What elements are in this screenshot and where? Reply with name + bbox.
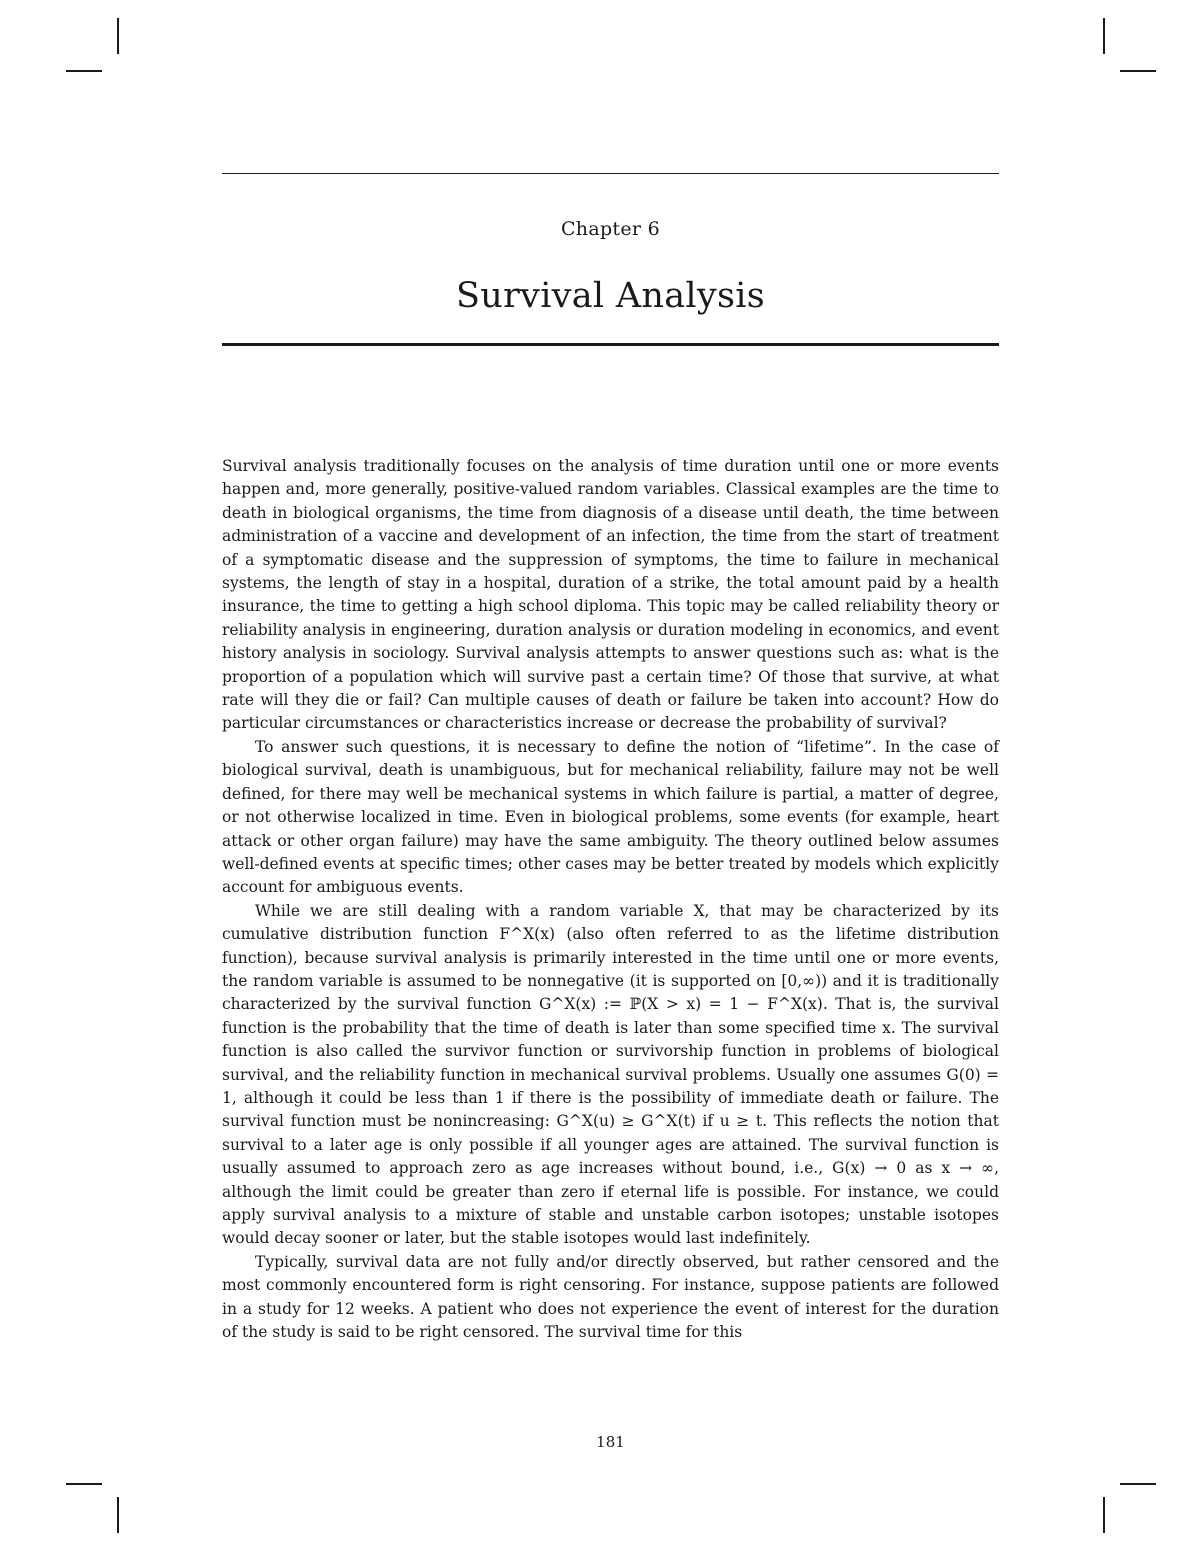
paragraph-intro: Survival analysis traditionally focuses on the analysis of time duration until one or more events happen and, more generally, positive-valued random variables. Classical examples are the time to death in biological organisms, the time from diagnosis of a disease until death, the time between administration of a vaccine and development of an infection, the time from the start of treatment of a symptomatic disease and the suppression of symptoms, the time to failure in mechanical systems, the length of stay in a hospital, duration of a strike, the total amount paid by a health insurance, the time to getting a high school diploma. This topic may be called reliability theory or reliability analysis in engineering, duration analysis or duration modeling in economics, and event history analysis in sociology. Survival analysis attempts to answer questions such as: what is the proportion of a population which will survive past a certain time? Of those that survive, at what rate will they die or fail? Can multiple causes of death or failure be taken into account? How do particular circumstances or characteristics increase or decrease the probability of survival? [222,457,999,733]
crop-mark-top-right-vertical [1103,18,1105,54]
paragraph-survival-function: While we are still dealing with a random variable X, that may be characterized by its cumulative distribution function F^X(x) (also often referred to as the lifetime distribution function), because survival analysis is primarily interested in the time until one or more events, the random variable is assumed to be nonnegative (it is supported on [0,∞)) and it is traditionally characterized by the survival function G^X(x) := ℙ(X > x) = 1 − F^X(x). That is, the survival function is the probability that the time of death is later than some specified time x. The survival function is also called the survivor function or survivorship function in problems of biological survival, and the reliability function in mechanical survival problems. Usually one assumes G(0) = 1, although it could be less than 1 if there is the possibility of immediate death or failure. The survival function must be nonincreasing: G^X(u) ≥ G^X(t) if u ≥ t. This reflects the notion that survival to a later age is only possible if all younger ages are attained. The survival function is usually assumed to approach zero as age increases without bound, i.e., G(x) → 0 as x → ∞, although the limit could be greater than zero if eternal life is possible. For instance, we could apply survival analysis to a mixture of stable and unstable carbon isotopes; unstable isotopes would decay sooner or later, but the stable isotopes would last indefinitely. [222,901,999,1248]
chapter-label: Chapter 6 [560,218,661,240]
chapter-body [222,455,999,1344]
chapter-top-rule [222,173,999,174]
crop-mark-top-left-vertical [117,18,119,54]
chapter-title: Survival Analysis [455,276,766,316]
crop-mark-top-right-horizontal [1120,70,1156,72]
crop-mark-bottom-left-horizontal [66,1483,102,1485]
crop-mark-bottom-right-vertical [1103,1497,1105,1533]
chapter-bottom-rule [222,343,999,346]
crop-mark-bottom-right-horizontal [1120,1483,1156,1485]
paragraph-censoring: Typically, survival data are not fully and/or directly observed, but rather censored and the most commonly encountered form is right censoring. For instance, suppose patients are followed in a study for 12 weeks. A patient who does not experience the event of interest for the duration of the study is said to be right censored. The survival time for this [222,1252,999,1342]
crop-mark-bottom-left-vertical [117,1497,119,1533]
paragraph-lifetime: To answer such questions, it is necessary to define the notion of “lifetime”. In the case of biological survival, death is unambiguous, but for mechanical reliability, failure may not be well defined, for there may well be mechanical systems in which failure is partial, a matter of degree, or not otherwise localized in time. Even in biological problems, some events (for example, heart attack or other organ failure) may have the same ambiguity. The theory outlined below assumes well-defined events at specific times; other cases may be better treated by models which explicitly account for ambiguous events. [222,737,999,897]
crop-mark-top-left-horizontal [66,70,102,72]
page-number: 181 [596,1433,625,1451]
